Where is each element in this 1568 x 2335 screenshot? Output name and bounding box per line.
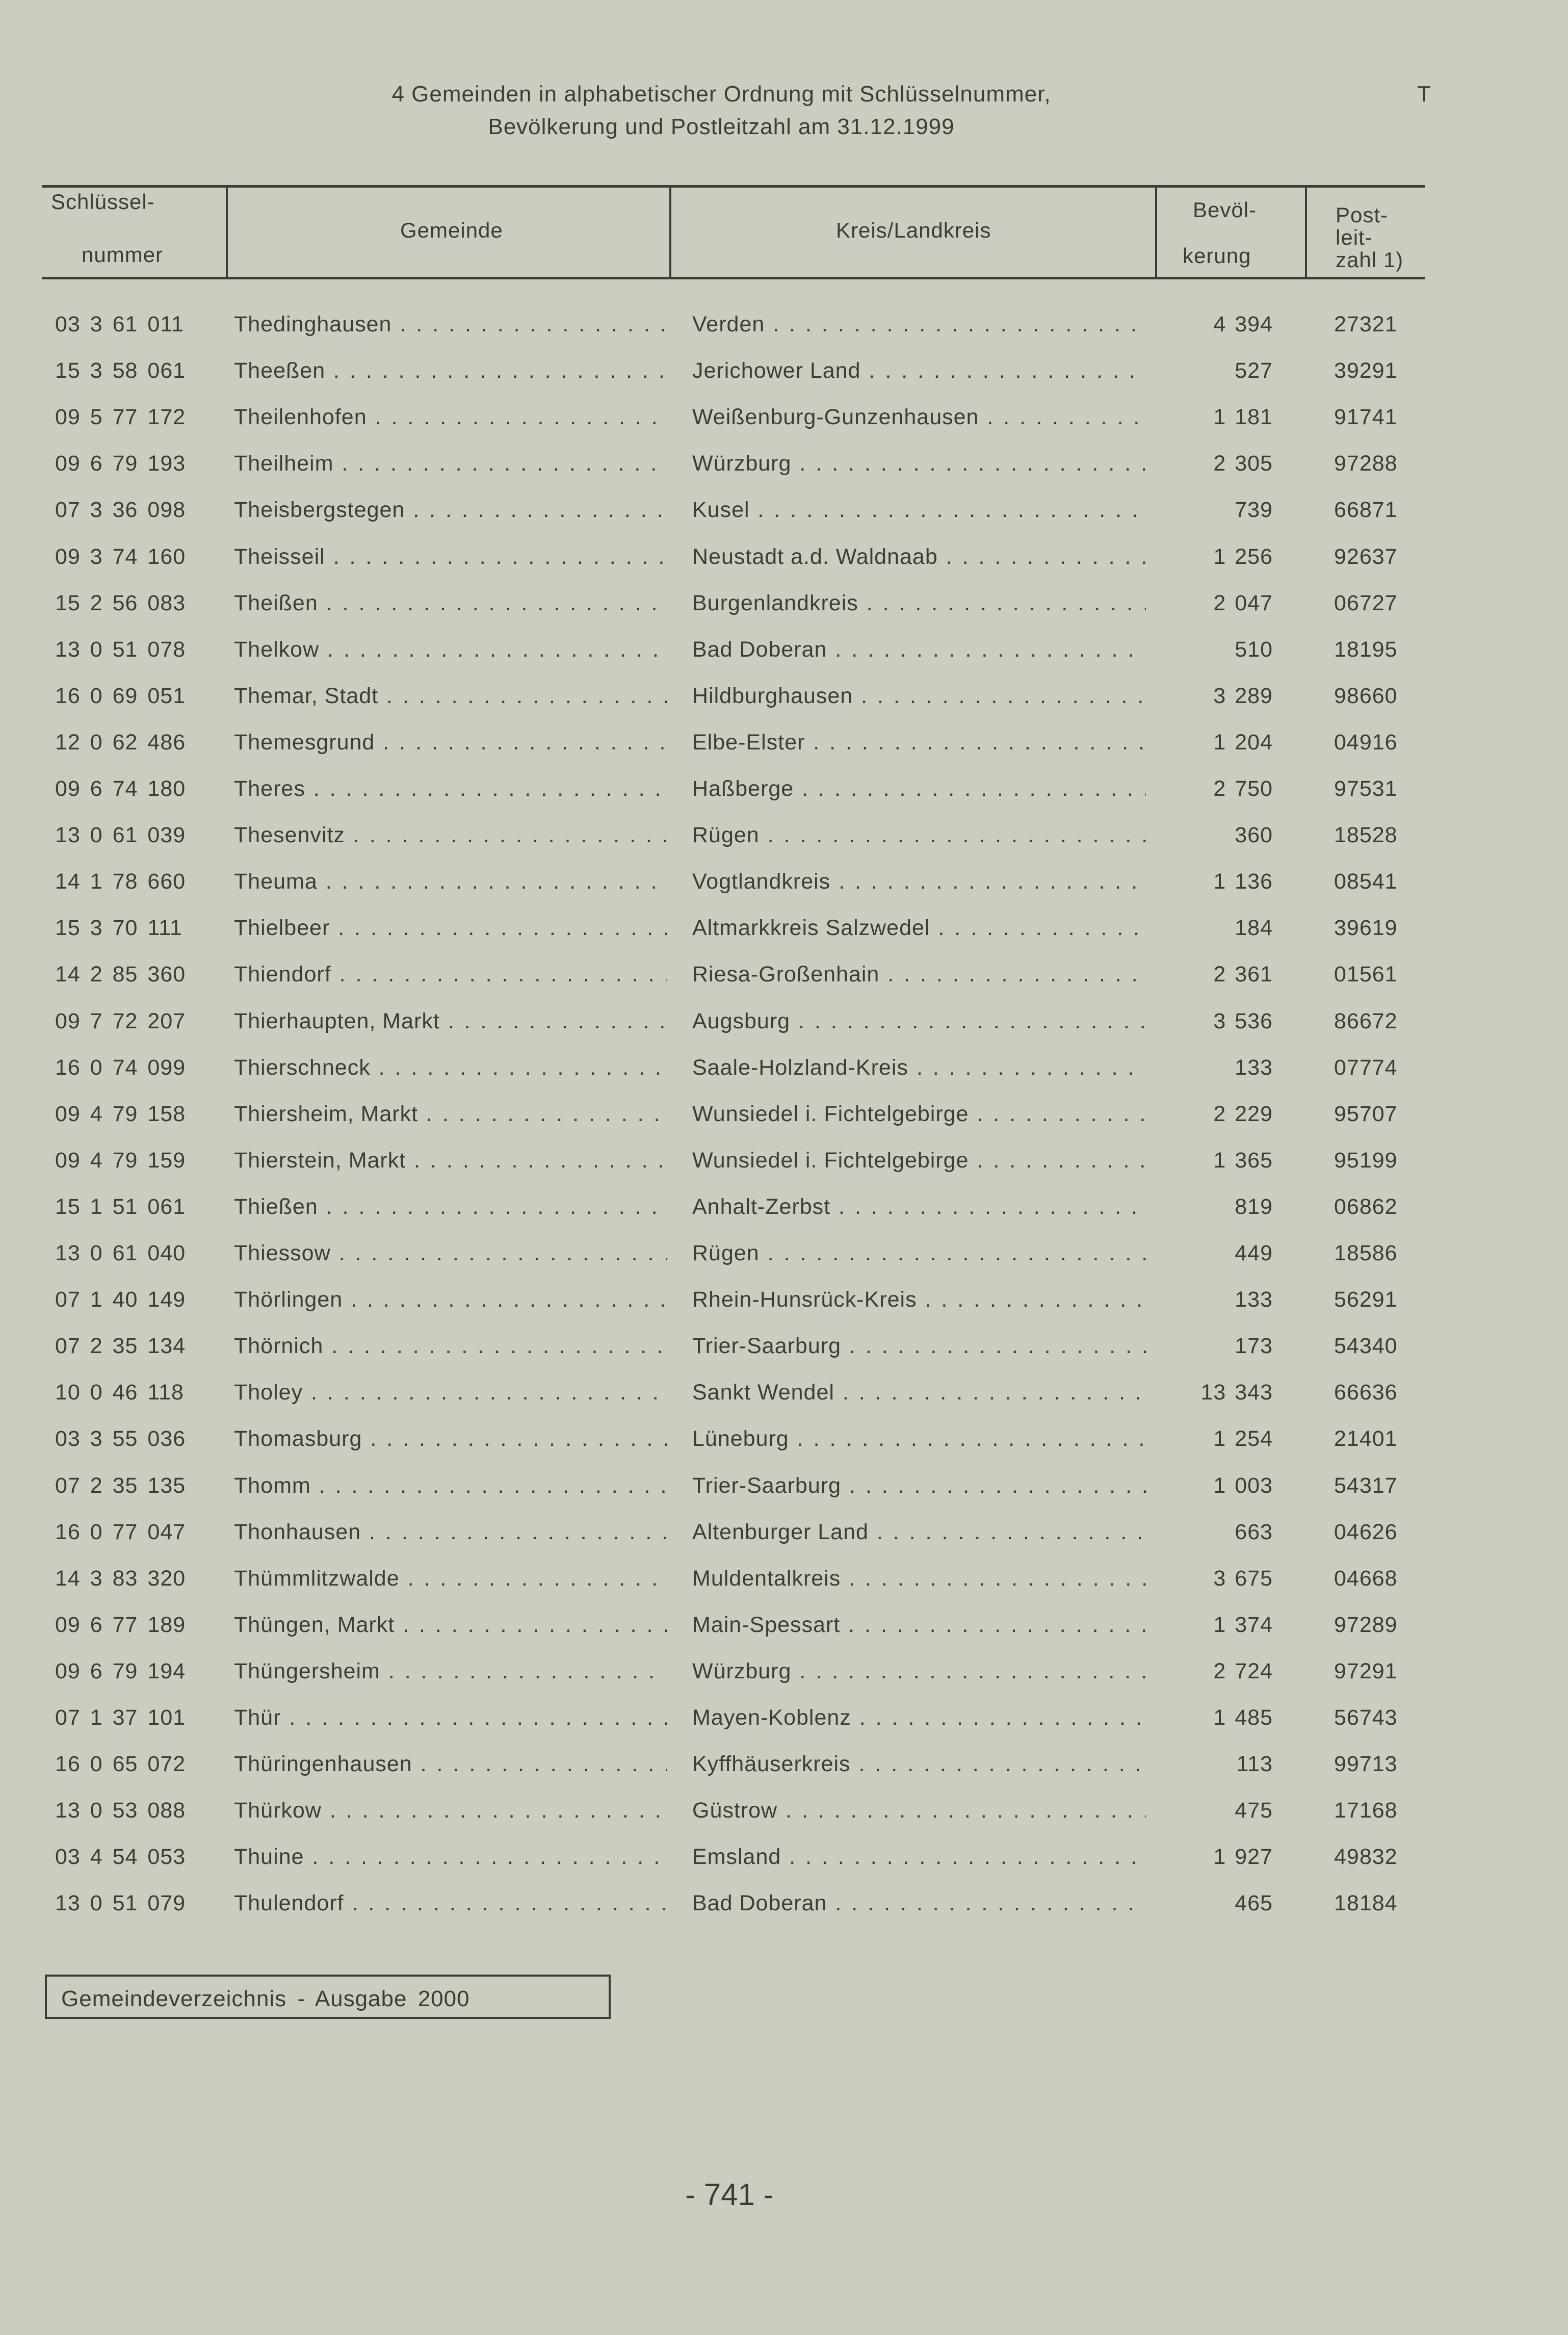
bevoelkerung: 475	[1235, 1798, 1273, 1823]
bevoelkerung: 1 365	[1213, 1148, 1273, 1173]
schluesselnummer: 15 3 58 061	[55, 358, 186, 383]
schluesselnummer: 03 3 55 036	[55, 1426, 186, 1451]
schluesselnummer: 09 6 74 180	[55, 776, 186, 801]
schluesselnummer: 09 4 79 159	[55, 1148, 186, 1173]
kreis-name: Muldentalkreis . . .	[692, 1566, 1146, 1591]
bevoelkerung: 2 361	[1213, 962, 1273, 987]
table-row	[0, 1380, 1568, 1421]
schluesselnummer: 09 6 79 194	[55, 1658, 186, 1683]
gemeinde-name: Thuine . . .	[234, 1845, 667, 1870]
schluesselnummer: 13 0 53 088	[55, 1798, 186, 1823]
header-plz-line2: leit-	[1336, 225, 1373, 249]
bevoelkerung: 1 374	[1213, 1612, 1273, 1637]
table-row	[0, 1426, 1568, 1467]
table-row	[0, 1891, 1568, 1932]
column-divider	[669, 186, 671, 278]
table-row	[0, 591, 1568, 632]
kreis-name: Trier-Saarburg . . .	[692, 1334, 1146, 1359]
kreis-name: Haßberge . . .	[692, 776, 1146, 801]
bevoelkerung: 1 254	[1213, 1426, 1273, 1451]
kreis-name: Main-Spessart . . .	[692, 1613, 1146, 1638]
postleitzahl: 18528	[1334, 823, 1398, 848]
page-title: 4 Gemeinden in alphabetischer Ordnung mit Schlüsselnummer,	[391, 82, 1051, 107]
kreis-name: Würzburg . . .	[692, 451, 1146, 476]
gemeinde-name: Thiendorf . . .	[234, 962, 667, 987]
postleitzahl: 17168	[1334, 1798, 1398, 1823]
schluesselnummer: 13 0 61 040	[55, 1241, 186, 1265]
gemeinde-name: Thielbeer . . .	[234, 916, 667, 941]
postleitzahl: 54317	[1334, 1473, 1398, 1498]
table-row	[0, 1287, 1568, 1328]
bevoelkerung: 1 181	[1213, 405, 1273, 430]
table-row	[0, 1241, 1568, 1282]
table-row	[0, 684, 1568, 724]
table-row	[0, 1659, 1568, 1700]
header-key: Schlüssel-	[51, 190, 155, 214]
schluesselnummer: 03 3 61 011	[55, 312, 184, 336]
table-row	[0, 1148, 1568, 1189]
bevoelkerung: 819	[1235, 1194, 1273, 1219]
kreis-name: Güstrow . . .	[692, 1798, 1146, 1823]
kreis-name: Mayen-Koblenz . . .	[692, 1705, 1146, 1730]
gemeinde-name: Thüngen, Markt . . .	[234, 1613, 667, 1638]
kreis-name: Rügen . . .	[692, 1241, 1146, 1266]
table-row	[0, 823, 1568, 864]
gemeinde-name: Thomasburg . . .	[234, 1426, 667, 1451]
gemeinde-name: Theeßen . . .	[234, 358, 667, 383]
gemeinde-name: Thüringenhausen . . .	[234, 1752, 667, 1777]
bevoelkerung: 4 394	[1213, 312, 1273, 336]
header-kreis: Kreis/Landkreis	[836, 218, 991, 242]
gemeinde-name: Theilenhofen . . .	[234, 405, 667, 430]
gemeinde-name: Theres . . .	[234, 776, 667, 801]
schluesselnummer: 13 0 51 078	[55, 637, 186, 662]
schluesselnummer: 07 2 35 135	[55, 1473, 186, 1498]
postleitzahl: 27321	[1334, 312, 1398, 336]
kreis-name: Emsland . . .	[692, 1845, 1146, 1870]
postleitzahl: 66636	[1334, 1380, 1398, 1405]
gemeinde-name: Thedinghausen . . .	[234, 312, 667, 337]
kreis-name: Bad Doberan . . .	[692, 637, 1146, 662]
page-number: - 741 -	[685, 2177, 774, 2212]
table-row	[0, 1520, 1568, 1561]
schluesselnummer: 14 1 78 660	[55, 869, 186, 894]
table-row	[0, 916, 1568, 956]
schluesselnummer: 07 3 36 098	[55, 498, 186, 523]
kreis-name: Neustadt a.d. Waldnaab . . .	[692, 544, 1146, 569]
table-row	[0, 1055, 1568, 1096]
gemeinde-name: Thelkow . . .	[234, 637, 667, 662]
postleitzahl: 86672	[1334, 1008, 1398, 1033]
bevoelkerung: 1 204	[1213, 730, 1273, 755]
kreis-name: Würzburg . . .	[692, 1659, 1146, 1684]
table-row	[0, 1473, 1568, 1514]
schluesselnummer: 09 6 77 189	[55, 1612, 186, 1637]
kreis-name: Altenburger Land . . .	[692, 1520, 1146, 1545]
kreis-name: Bad Doberan . . .	[692, 1891, 1146, 1916]
kreis-name: Burgenlandkreis . . .	[692, 591, 1146, 616]
schluesselnummer: 13 0 51 079	[55, 1891, 186, 1916]
gemeinde-name: Thierschneck . . .	[234, 1055, 667, 1080]
gemeinde-name: Thierstein, Markt . . .	[234, 1148, 667, 1173]
kreis-name: Augsburg . . .	[692, 1009, 1146, 1034]
kreis-name: Kyffhäuserkreis . . .	[692, 1752, 1146, 1777]
gemeinde-name: Themesgrund . . .	[234, 730, 667, 755]
postleitzahl: 97291	[1334, 1658, 1398, 1683]
table-row	[0, 776, 1568, 817]
postleitzahl: 95199	[1334, 1148, 1398, 1173]
gemeinde-name: Thulendorf . . .	[234, 1891, 667, 1916]
gemeinde-name: Thonhausen . . .	[234, 1520, 667, 1545]
kreis-name: Altmarkkreis Salzwedel . . .	[692, 916, 1146, 941]
bevoelkerung: 1 256	[1213, 544, 1273, 569]
schluesselnummer: 03 4 54 053	[55, 1845, 186, 1870]
table-row	[0, 1705, 1568, 1746]
schluesselnummer: 09 6 79 193	[55, 451, 186, 476]
schluesselnummer: 07 2 35 134	[55, 1334, 186, 1359]
table-row	[0, 637, 1568, 678]
gemeinde-name: Theuma . . .	[234, 869, 667, 894]
gemeinde-name: Thümmlitzwalde . . .	[234, 1566, 667, 1591]
bevoelkerung: 113	[1236, 1752, 1273, 1777]
postleitzahl: 21401	[1334, 1426, 1398, 1451]
bevoelkerung: 1 927	[1213, 1845, 1273, 1870]
kreis-name: Rügen . . .	[692, 823, 1146, 848]
bevoelkerung: 510	[1235, 637, 1273, 662]
postleitzahl: 56291	[1334, 1287, 1398, 1312]
schluesselnummer: 15 2 56 083	[55, 590, 186, 615]
table-row	[0, 1566, 1568, 1607]
bevoelkerung: 2 750	[1213, 776, 1273, 801]
schluesselnummer: 15 3 70 111	[55, 916, 182, 941]
gemeinde-name: Thüngersheim . . .	[234, 1659, 667, 1684]
header-gemeinde: Gemeinde	[400, 218, 503, 242]
gemeinde-name: Theisseil . . .	[234, 544, 667, 569]
postleitzahl: 39619	[1334, 916, 1398, 941]
bevoelkerung: 360	[1235, 823, 1273, 848]
table-top-rule	[42, 185, 1425, 188]
bevoelkerung: 1 485	[1213, 1705, 1273, 1730]
schluesselnummer: 09 5 77 172	[55, 405, 186, 430]
kreis-name: Trier-Saarburg . . .	[692, 1473, 1146, 1498]
gemeinde-name: Thörlingen . . .	[234, 1287, 667, 1312]
postleitzahl: 39291	[1334, 358, 1398, 383]
kreis-name: Saale-Holzland-Kreis . . .	[692, 1055, 1146, 1080]
schluesselnummer: 09 4 79 158	[55, 1101, 186, 1126]
header-bottom-rule	[42, 277, 1425, 279]
postleitzahl: 18184	[1334, 1891, 1398, 1916]
bevoelkerung: 3 675	[1213, 1566, 1273, 1591]
table-row	[0, 1845, 1568, 1885]
postleitzahl: 08541	[1334, 869, 1398, 894]
schluesselnummer: 07 1 40 149	[55, 1287, 186, 1312]
schluesselnummer: 07 1 37 101	[55, 1705, 186, 1730]
bevoelkerung: 449	[1235, 1241, 1273, 1265]
gemeinde-name: Theilheim . . .	[234, 451, 667, 476]
postleitzahl: 18586	[1334, 1241, 1398, 1265]
bevoelkerung: 184	[1235, 916, 1273, 941]
column-divider	[226, 186, 228, 278]
table-row	[0, 1195, 1568, 1235]
postleitzahl: 07774	[1334, 1055, 1398, 1080]
table-row	[0, 312, 1568, 353]
bevoelkerung: 2 047	[1213, 590, 1273, 615]
postleitzahl: 18195	[1334, 637, 1398, 662]
postleitzahl: 99713	[1334, 1752, 1398, 1777]
table-row	[0, 1102, 1568, 1143]
bevoelkerung: 2 305	[1213, 451, 1273, 476]
gemeinde-name: Thesenvitz . . .	[234, 823, 667, 848]
section-marker: T	[1417, 82, 1431, 107]
column-divider	[1155, 186, 1157, 278]
bevoelkerung: 527	[1235, 358, 1273, 383]
table-row	[0, 1009, 1568, 1050]
postleitzahl: 56743	[1334, 1705, 1398, 1730]
header-key-line2: nummer	[82, 243, 164, 267]
gemeinde-name: Theisbergstegen . . .	[234, 498, 667, 523]
bevoelkerung: 1 003	[1213, 1473, 1273, 1498]
table-row	[0, 962, 1568, 1003]
postleitzahl: 54340	[1334, 1334, 1398, 1359]
gemeinde-name: Themar, Stadt . . .	[234, 684, 667, 709]
postleitzahl: 01561	[1334, 962, 1398, 987]
gemeinde-name: Thiessow . . .	[234, 1241, 667, 1266]
kreis-name: Weißenburg-Gunzenhausen . . .	[692, 405, 1146, 430]
schluesselnummer: 14 3 83 320	[55, 1566, 186, 1591]
schluesselnummer: 10 0 46 118	[55, 1380, 184, 1405]
page-subtitle: Bevölkerung und Postleitzahl am 31.12.1999	[488, 114, 955, 139]
bevoelkerung: 133	[1235, 1287, 1273, 1312]
edition-box: Gemeindeverzeichnis - Ausgabe 2000	[45, 1975, 611, 2019]
gemeinde-name: Thomm . . .	[234, 1473, 667, 1498]
schluesselnummer: 16 0 77 047	[55, 1519, 186, 1544]
bevoelkerung: 3 289	[1213, 683, 1273, 708]
bevoelkerung: 173	[1235, 1334, 1273, 1359]
table-row	[0, 544, 1568, 585]
kreis-name: Wunsiedel i. Fichtelgebirge . . .	[692, 1148, 1146, 1173]
header-plz-line3: zahl 1)	[1336, 248, 1404, 272]
bevoelkerung: 465	[1235, 1891, 1273, 1916]
bevoelkerung: 739	[1235, 498, 1273, 523]
postleitzahl: 06862	[1334, 1194, 1398, 1219]
kreis-name: Riesa-Großenhain . . .	[692, 962, 1146, 987]
gemeinde-name: Thießen . . .	[234, 1195, 667, 1220]
postleitzahl: 95707	[1334, 1101, 1398, 1126]
kreis-name: Verden . . .	[692, 312, 1146, 337]
table-row	[0, 730, 1568, 771]
kreis-name: Rhein-Hunsrück-Kreis . . .	[692, 1287, 1146, 1312]
schluesselnummer: 13 0 61 039	[55, 823, 186, 848]
gemeinde-name: Thierhaupten, Markt . . .	[234, 1009, 667, 1034]
kreis-name: Hildburghausen . . .	[692, 684, 1146, 709]
postleitzahl: 91741	[1334, 405, 1398, 430]
schluesselnummer: 14 2 85 360	[55, 962, 186, 987]
gemeinde-name: Thürkow . . .	[234, 1798, 667, 1823]
postleitzahl: 66871	[1334, 498, 1398, 523]
schluesselnummer: 15 1 51 061	[55, 1194, 186, 1219]
gemeinde-name: Thür . . .	[234, 1705, 667, 1730]
schluesselnummer: 09 3 74 160	[55, 544, 186, 569]
postleitzahl: 49832	[1334, 1845, 1398, 1870]
postleitzahl: 92637	[1334, 544, 1398, 569]
header-bev-line2: kerung	[1183, 244, 1251, 268]
kreis-name: Elbe-Elster . . .	[692, 730, 1146, 755]
bevoelkerung: 2 229	[1213, 1101, 1273, 1126]
kreis-name: Kusel . . .	[692, 498, 1146, 523]
bevoelkerung: 1 136	[1213, 869, 1273, 894]
bevoelkerung: 133	[1235, 1055, 1273, 1080]
column-divider	[1305, 186, 1307, 278]
postleitzahl: 04626	[1334, 1519, 1398, 1544]
postleitzahl: 98660	[1334, 683, 1398, 708]
gemeinde-name: Tholey . . .	[234, 1380, 667, 1405]
header-plz: Post-	[1336, 203, 1389, 227]
kreis-name: Jerichower Land . . .	[692, 358, 1146, 383]
table-row	[0, 451, 1568, 492]
postleitzahl: 97288	[1334, 451, 1398, 476]
header-bev: Bevöl-	[1193, 198, 1257, 222]
table-row	[0, 1613, 1568, 1653]
schluesselnummer: 12 0 62 486	[55, 730, 186, 755]
postleitzahl: 06727	[1334, 590, 1398, 615]
table-row	[0, 869, 1568, 910]
table-row	[0, 498, 1568, 538]
bevoelkerung: 2 724	[1213, 1658, 1273, 1683]
kreis-name: Lüneburg . . .	[692, 1426, 1146, 1451]
gemeinde-name: Theißen . . .	[234, 591, 667, 616]
table-row	[0, 358, 1568, 399]
bevoelkerung: 13 343	[1200, 1380, 1273, 1405]
kreis-name: Anhalt-Zerbst . . .	[692, 1195, 1146, 1220]
postleitzahl: 97531	[1334, 776, 1398, 801]
postleitzahl: 04916	[1334, 730, 1398, 755]
gemeinde-name: Thiersheim, Markt . . .	[234, 1102, 667, 1127]
table-row	[0, 1798, 1568, 1839]
table-row	[0, 405, 1568, 446]
schluesselnummer: 16 0 74 099	[55, 1055, 186, 1080]
schluesselnummer: 16 0 69 051	[55, 683, 186, 708]
kreis-name: Vogtlandkreis . . .	[692, 869, 1146, 894]
postleitzahl: 04668	[1334, 1566, 1398, 1591]
bevoelkerung: 663	[1235, 1519, 1273, 1544]
table-row	[0, 1752, 1568, 1793]
schluesselnummer: 09 7 72 207	[55, 1008, 186, 1033]
kreis-name: Wunsiedel i. Fichtelgebirge . . .	[692, 1102, 1146, 1127]
table-row	[0, 1334, 1568, 1374]
schluesselnummer: 16 0 65 072	[55, 1752, 186, 1777]
bevoelkerung: 3 536	[1213, 1008, 1273, 1033]
kreis-name: Sankt Wendel . . .	[692, 1380, 1146, 1405]
gemeinde-name: Thörnich . . .	[234, 1334, 667, 1359]
postleitzahl: 97289	[1334, 1612, 1398, 1637]
